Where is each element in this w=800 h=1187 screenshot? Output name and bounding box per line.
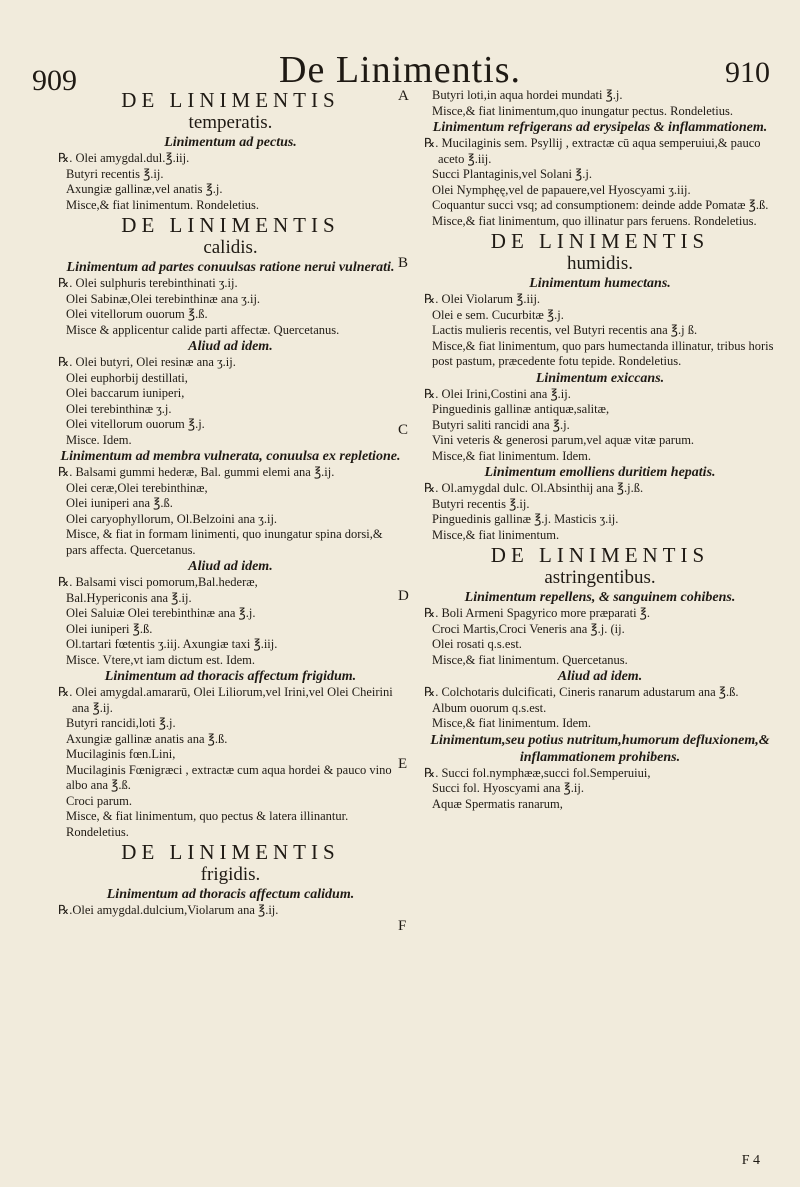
recipe-title: Linimentum ad partes conuulsas ratione nerui vulnerati. [66,260,395,275]
section-subheading: astringentibus. [544,567,656,588]
text-line: Mucilaginis Fœnigræci , extractæ cum aqua hordei & pauco vino albo ana ℥.ß. [66,762,392,792]
recipe-title: Aliud ad idem. [188,559,273,574]
text-line: Misce,& fiat linimentum. Idem. [432,448,591,463]
text-line: Misce, & fiat linimentum, quo pectus & latera illinantur. Rondeletius. [66,809,349,839]
text-line: Axungiæ gallinæ anatis ana ℥.ß. [66,731,228,746]
recipe-line: ℞. Balsami visci pomorum,Bal.hederæ, [58,575,258,589]
text-line: Album ouorum q.s.est. [432,700,547,715]
margin-letter: A [398,88,409,104]
recipe-line: ℞. Boli Armeni Spagyrico more præparati ℥. [424,606,651,620]
text-line: Olei e sem. Cucurbitæ ℥.j. [432,307,564,322]
text-line: Butyri recentis ℥.ij. [432,496,530,511]
text-line: Axungiæ gallinæ,vel anatis ℥.j. [66,182,223,196]
text-line: Ol.tartari fœtentis ʒ.iij. Axungiæ taxi ℥.iij. [66,637,278,651]
text-line: Misce,& fiat linimentum. Quercetanus. [432,652,628,667]
running-title: De Linimentis. [279,49,521,91]
text-line: Olei Saluiæ Olei terebinthinæ ana ℥.j. [66,606,256,620]
section-heading: DE LINIMENTIS [490,229,710,253]
margin-letter: E [398,756,408,772]
text-line: Croci Martis,Croci Veneris ana ℥.j. (ij. [432,621,625,636]
page-number-left: 909 [32,64,77,97]
section-heading: DE LINIMENTIS [490,543,710,567]
section-heading: DE LINIMENTIS [121,840,340,864]
text-line: Butyri saliti rancidi ana ℥.j. [432,417,570,432]
recipe-line: ℞. Ol.amygdal dulc. Ol.Absinthij ana ℥.j.ß. [424,481,644,495]
page-number-right: 910 [725,56,770,89]
text-line: Misce,& fiat linimentum. [432,527,560,542]
section-heading: DE LINIMENTIS [121,88,340,112]
text-line: Olei iuniperi ana ℥.ß. [66,496,173,510]
recipe-title: Linimentum exiccans. [535,370,665,386]
margin-letter: B [398,255,409,271]
section-subheading: calidis. [203,237,258,258]
section-subheading: frigidis. [200,864,261,885]
text-line: Mucilaginis fœn.Lini, [66,747,176,761]
section-heading: DE LINIMENTIS [121,213,340,237]
text-line: Misce. Vtere,vt iam dictum est. Idem. [66,652,255,667]
text-line: Olei caryophyllorum, Ol.Belzoini ana ʒ.ij. [66,511,278,526]
margin-letter: F [398,918,407,934]
text-line: Misce,& fiat linimentum, quo illinatur pars feruens. Rondeletius. [432,213,757,228]
text-line: Succi Plantaginis,vel Solani ℥.j. [432,167,592,181]
recipe-line: ℞. Balsami gummi hederæ, Bal. gummi elemi ana ℥.ij. [58,465,335,479]
signature-mark: F 4 [741,1153,760,1168]
recipe-title: Linimentum,seu potius nutritum,humorum defluxionem,& inflammationem prohibens. [430,732,770,765]
text-line: Olei terebinthinæ ʒ.j. [66,401,172,416]
text-line: Coquantur succi vsq; ad consumptionem: deinde adde Pomatæ ℥.ß. [432,198,769,212]
recipe-title: Linimentum ad thoracis affectum calidum. [106,887,355,902]
text-line: Misce,& fiat linimentum. Idem. [432,716,591,730]
recipe-line: ℞. Colchotaris dulcificati, Cineris ranarum adustarum ana ℥.ß. [424,685,739,699]
text-line: Olei rosati q.s.est. [432,637,522,651]
recipe-line: ℞. Olei amygdal.dul.℥.iij. [58,151,190,165]
text-line: Olei vitellorum ouorum ℥.ß. [66,307,208,321]
text-line: Misce,& fiat linimentum,quo inungatur pectus. Rondeletius. [432,103,733,118]
recipe-line: ℞. Olei sulphuris terebinthinati ʒ.ij. [58,276,238,290]
text-line: Butyri loti,in aqua hordei mundati ℥.j. [432,88,623,102]
recipe-line: ℞. Mucilaginis sem. Psyllij , extractæ cū aqua semperuiui,& pauco aceto ℥.iij. [424,136,761,166]
text-line: Succi fol. Hyoscyami ana ℥.ij. [432,781,584,795]
text-line: Olei ceræ,Olei terebinthinæ, [66,480,208,495]
text-line: Lactis mulieris recentis, vel Butyri recentis ana ℥.j ß. [432,323,698,337]
text-line: Misce,& fiat linimentum, quo pars humectanda illinatur, tribus horis post pastum, præcedente fotu tepide. Rondeletius. [432,338,774,368]
text-line: Pinguedinis gallinæ ℥.j. Masticis ʒ.ij. [432,512,619,526]
text-line: Misce. Idem. [66,432,132,447]
text-line: Croci parum. [66,793,132,808]
text-line: Olei Nymphęę,vel de papauere,vel Hyoscyami ʒ.iij. [432,182,691,197]
text-line: Misce,& fiat linimentum. Rondeletius. [66,197,260,212]
text-line: Butyri rancidi,loti ℥.j. [66,716,176,730]
recipe-title: Linimentum ad membra vulnerata, conuulsa ex repletione. [60,449,401,464]
section-subheading: humidis. [567,253,633,274]
recipe-title: Linimentum ad pectus. [164,135,297,150]
text-line: Olei iuniperi ℥.ß. [66,621,153,636]
recipe-line: ℞.Olei amygdal.dulcium,Violarum ana ℥.ij. [58,903,279,917]
margin-letter: C [398,422,409,438]
text-line: Vini veteris & generosi parum,vel aquæ vitæ parum. [432,433,695,447]
recipe-line: ℞. Succi fol.nymphææ,succi fol.Semperuiui, [424,765,651,780]
recipe-line: ℞. Olei amygdal.amararū, Olei Liliorum,vel Irini,vel Olei Cheirini ana ℥.ij. [58,685,393,715]
recipe-line: ℞. Olei Irini,Costini ana ℥.ij. [424,386,571,401]
recipe-line: ℞. Olei Violarum ℥.iij. [424,292,541,306]
recipe-title: Linimentum refrigerans ad erysipelas & inflammationem. [432,120,768,135]
recipe-title: Linimentum ad thoracis affectum frigidum. [104,669,357,684]
margin-letter: D [398,588,409,604]
recipe-title: Aliud ad idem. [557,669,643,684]
recipe-line: ℞. Olei butyri, Olei resinæ ana ʒ.ij. [58,355,236,369]
text-line: Olei vitellorum ouorum ℥.j. [66,417,205,431]
recipe-title: Linimentum emolliens duritiem hepatis. [484,465,716,480]
text-line: Pinguedinis gallinæ antiquæ,salitæ, [432,402,610,416]
text-line: Olei Sabinæ,Olei terebinthinæ ana ʒ.ij. [66,291,261,306]
text-line: Misce & applicentur calide parti affectæ. Quercetanus. [66,322,340,337]
text-line: Bal.Hypericonis ana ℥.ij. [66,590,192,605]
text-line: Olei euphorbij destillati, [66,370,188,385]
text-line: Misce, & fiat in formam linimenti, quo inungatur spina dorsi,& pars affecta. Quercetanus. [66,527,383,557]
text-line: Butyri recentis ℥.ij. [66,166,164,181]
text-line: Olei baccarum iuniperi, [66,386,185,400]
recipe-title: Linimentum repellens, & sanguinem cohibens. [464,590,736,605]
text-line: Aquæ Spermatis ranarum, [432,796,563,811]
recipe-title: Aliud ad idem. [188,339,273,354]
recipe-title: Linimentum humectans. [529,276,671,291]
section-subheading: temperatis. [188,112,273,133]
